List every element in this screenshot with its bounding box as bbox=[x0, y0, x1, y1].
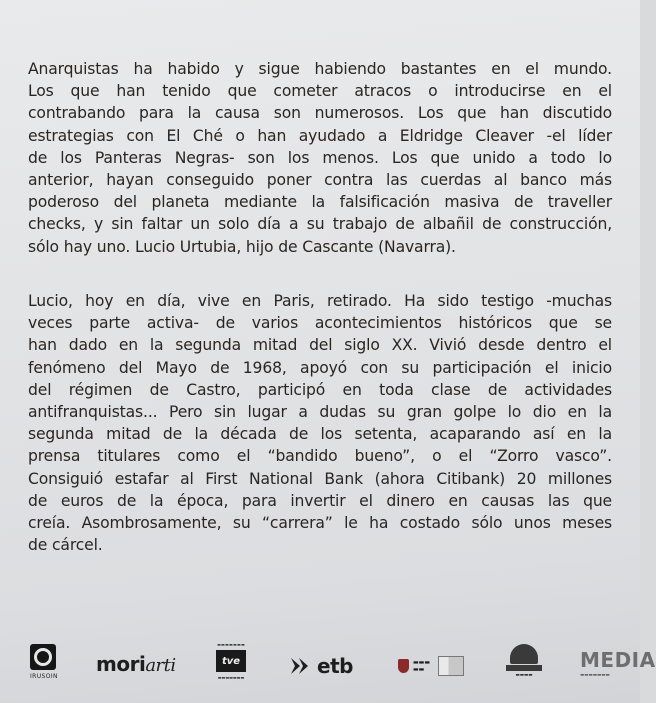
paragraph-line: checks, y sin faltar un solo día a su trabajo de albañil de construcción, bbox=[28, 215, 612, 234]
etb-logo bbox=[291, 654, 353, 678]
paragraph-line: poderoso del planeta mediante la falsificación masiva de traveller bbox=[28, 193, 612, 212]
paragraph-1 bbox=[28, 58, 612, 258]
paragraph-line: Anarquistas ha habido y sigue habiendo bastantes en el mundo. bbox=[28, 60, 612, 78]
paragraph-line: sólo hay uno. Lucio Urtubia, hijo de Cascante (Navarra). bbox=[28, 237, 456, 256]
coat-of-arms-icon bbox=[398, 659, 409, 673]
paragraph-line: prensa titulares como el “bandido bueno”, o el “Zorro vasco”. bbox=[28, 447, 612, 466]
paragraph-line: fenómeno del Mayo de 1968, apoyó con su participación el inicio bbox=[28, 358, 612, 377]
paragraph-line: Consiguió estafar al First National Bank (ahora Citibank) 20 millones bbox=[28, 469, 612, 488]
paragraph-line: Los que han tenido que cometer atracos o introducirse en el bbox=[28, 82, 612, 101]
tve-mark: tve bbox=[216, 650, 246, 672]
government-caption-icon: ▬▬▬ ▬▬ bbox=[413, 659, 431, 673]
paragraph-line: anterior, hayan conseguido poner contra las cuerdas al banco más bbox=[28, 171, 612, 190]
moriarti-logo-part-a: mori bbox=[96, 652, 146, 676]
media-caption-icon: ▬▬▬▬▬▬▬ bbox=[580, 673, 610, 678]
tve-logo bbox=[205, 642, 257, 692]
media-word: MEDIA bbox=[580, 648, 656, 672]
etb-arrows-icon bbox=[291, 658, 313, 674]
paragraph-line: han dado en la segunda mitad del siglo XX. Vivió desde dentro el bbox=[28, 336, 612, 355]
irusoin-mark-icon bbox=[30, 644, 56, 670]
irusoin-logo bbox=[30, 644, 60, 690]
sponsor-logos-strip bbox=[0, 630, 656, 703]
paragraph-2 bbox=[28, 290, 612, 556]
paragraph-line: de euros de la época, para invertir el dinero en causas las que bbox=[28, 491, 612, 510]
paragraph-line: de los Panteras Negras- son los menos. Los que unido a todo lo bbox=[28, 148, 612, 167]
crest-caption-icon: ▬▬▬▬ bbox=[515, 673, 533, 678]
paragraph-line: contrabando para la causa son numerosos. Los que han discutido bbox=[28, 104, 612, 123]
moriarti-logo bbox=[96, 652, 176, 676]
paragraph-line: antifranquistas... Pero sin lugar a dudas su gran golpe lo dio en la bbox=[28, 403, 612, 422]
tve-sub-caption-icon: ▬▬▬▬▬▬▬ bbox=[217, 675, 245, 680]
etb-label: etb bbox=[317, 654, 353, 678]
moriarti-logo-part-b: arti bbox=[145, 655, 176, 676]
paragraph-line: estrategias con El Ché o han ayudado a Eldridge Cleaver -el líder bbox=[28, 126, 612, 145]
paragraph-line: segunda mitad de la década de los setenta, acaparando así en la bbox=[28, 425, 612, 444]
irusoin-caption: IRUSOIN bbox=[30, 673, 58, 680]
institution-crest-logo bbox=[505, 644, 543, 692]
media-programme-logo bbox=[580, 648, 656, 678]
government-logo bbox=[398, 656, 464, 676]
paragraph-line: del régimen de Castro, participó en toda clase de actividades bbox=[28, 380, 612, 399]
paragraph-line: veces parte activa- de varios acontecimientos históricos que se bbox=[28, 314, 612, 333]
paragraph-line: creía. Asombrosamente, su “carrera” le ha costado sólo unos meses bbox=[28, 514, 612, 533]
tve-top-caption-icon: ▬▬▬▬▬▬▬ bbox=[217, 642, 245, 647]
paragraph-line: de cárcel. bbox=[28, 536, 103, 555]
paragraph-line: Lucio, hoy en día, vive en Paris, retirado. Ha sido testigo -muchas bbox=[28, 292, 612, 310]
crest-icon bbox=[510, 644, 538, 664]
government-panel-icon bbox=[438, 656, 464, 676]
